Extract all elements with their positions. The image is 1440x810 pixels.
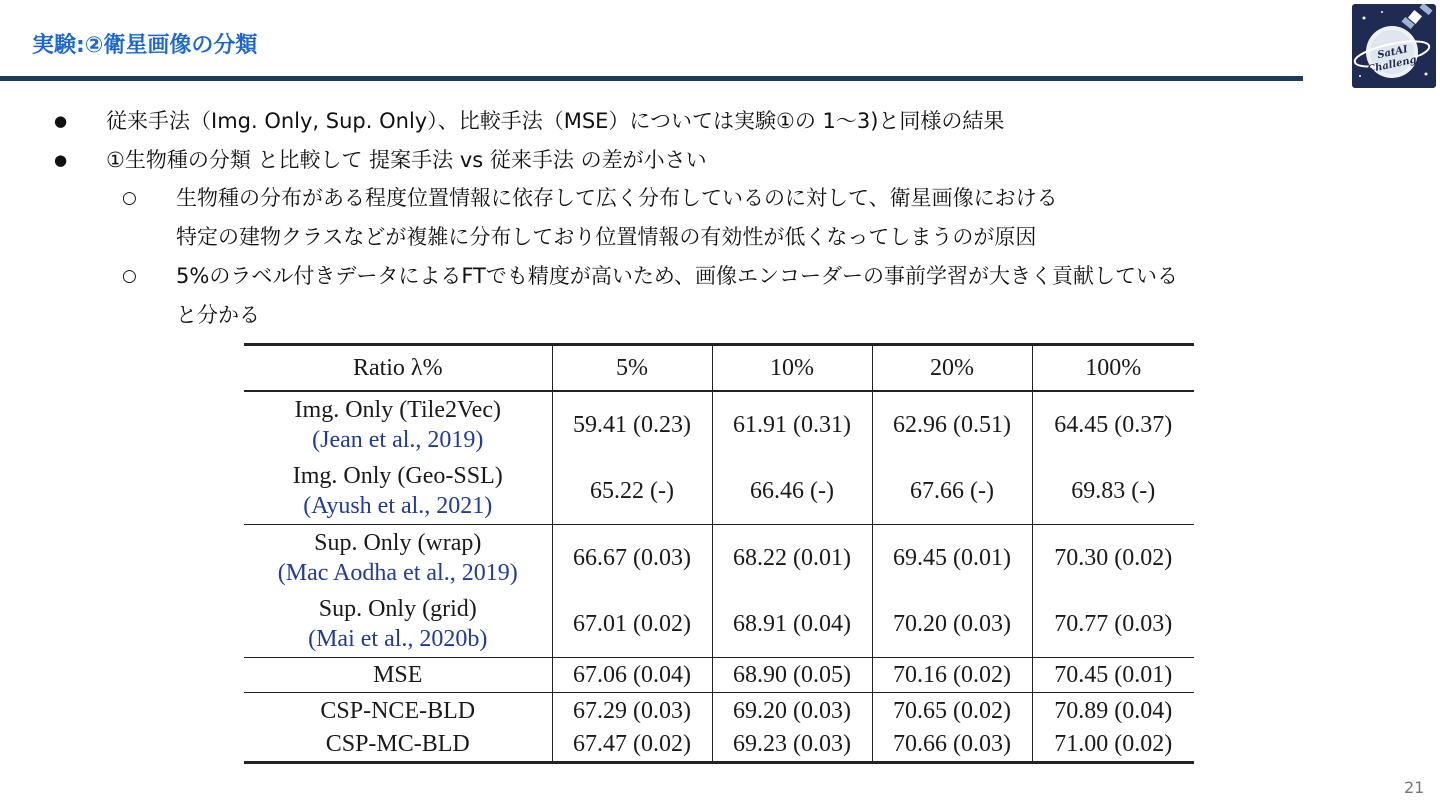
bullet-list [0,0,1440,340]
value-cell: 67.29 (0.03) [552,693,712,728]
table-row [244,658,1194,693]
method-cell [244,591,552,658]
citation: (Mai et al., 2020b) [308,626,488,652]
table-row [244,693,1194,728]
page-number: 21 [1404,778,1425,797]
value-cell: 69.45 (0.01) [872,525,1032,592]
value-cell: 70.77 (0.03) [1032,591,1194,658]
citation: (Jean et al., 2019) [312,427,484,453]
sub-bullet-circle-icon: ○ [122,188,137,208]
method-name: MSE [244,658,552,693]
sub-bullet-2-line-1: 5%のラベル付きデータによるFTでも精度が高いため、画像エンコーダーの事前学習が大きく貢献している [176,264,1179,288]
best-value-cell: 67.47 (0.02) [552,727,712,763]
method-name: Sup. Only (grid) [318,596,477,622]
sub-bullet-1-line-2: 特定の建物クラスなどが複雑に分布しており位置情報の有効性が低くなってしまうのが原因 [176,225,1037,249]
method-name: Sup. Only (wrap) [314,530,482,556]
value-cell: 62.96 (0.51) [872,391,1032,458]
value-cell: 70.20 (0.03) [872,591,1032,658]
value-cell: 68.22 (0.01) [712,525,872,592]
method-name: Img. Only (Geo-SSL) [292,463,503,489]
method-name: CSP-MC-BLD [244,727,552,763]
slide-title: 実験:②衛星画像の分類 [32,33,258,58]
header-cell: 100% [1032,345,1194,392]
header-cell: Ratio λ% [244,345,552,392]
results-table [244,343,1194,764]
value-cell: 70.45 (0.01) [1032,658,1194,693]
table-row [244,591,1194,658]
value-cell: 70.65 (0.02) [872,693,1032,728]
table-row [244,458,1194,525]
value-cell: 69.83 (-) [1032,458,1194,525]
value-cell: 70.89 (0.04) [1032,693,1194,728]
bullet-1: 従来手法（Img. Only, Sup. Only）、比較手法（MSE）については実験①の 1〜3)と同様の結果 [106,109,1005,133]
sub-bullet-1-line-1: 生物種の分布がある程度位置情報に依存して広く分布しているのに対して、衛星画像における [176,186,1058,210]
sub-bullet-circle-icon: ○ [122,266,137,286]
bullet-dot-icon: ● [54,151,68,169]
value-cell: 69.20 (0.03) [712,693,872,728]
method-cell [244,391,552,458]
method-cell [244,525,552,592]
value-cell: 61.91 (0.31) [712,391,872,458]
value-cell: 66.46 (-) [712,458,872,525]
value-cell: 70.16 (0.02) [872,658,1032,693]
value-cell: 68.91 (0.04) [712,591,872,658]
value-cell: 67.01 (0.02) [552,591,712,658]
value-cell: 65.22 (-) [552,458,712,525]
sub-bullet-2-line-2: と分かる [176,303,260,327]
table-row [244,525,1194,592]
best-value-cell: 71.00 (0.02) [1032,727,1194,763]
bullet-2: ①生物種の分類 と比較して 提案手法 vs 従来手法 の差が小さい [106,148,707,172]
bullet-dot-icon: ● [54,112,68,130]
method-name: CSP-NCE-BLD [244,693,552,728]
header-cell: 20% [872,345,1032,392]
table-row [244,391,1194,458]
best-value-cell: 70.66 (0.03) [872,727,1032,763]
table-row [244,727,1194,763]
table-header-row [244,345,1194,392]
citation: (Mac Aodha et al., 2019) [277,560,518,586]
method-name: Img. Only (Tile2Vec) [294,397,501,423]
header-cell: 10% [712,345,872,392]
value-cell: 68.90 (0.05) [712,658,872,693]
value-cell: 64.45 (0.37) [1032,391,1194,458]
value-cell: 67.06 (0.04) [552,658,712,693]
citation: (Ayush et al., 2021) [303,493,493,519]
value-cell: 70.30 (0.02) [1032,525,1194,592]
value-cell: 66.67 (0.03) [552,525,712,592]
method-cell [244,458,552,525]
best-value-cell: 69.23 (0.03) [712,727,872,763]
header-cell: 5% [552,345,712,392]
logo-text: SatAI Challenge [1366,44,1424,76]
value-cell: 67.66 (-) [872,458,1032,525]
value-cell: 59.41 (0.23) [552,391,712,458]
